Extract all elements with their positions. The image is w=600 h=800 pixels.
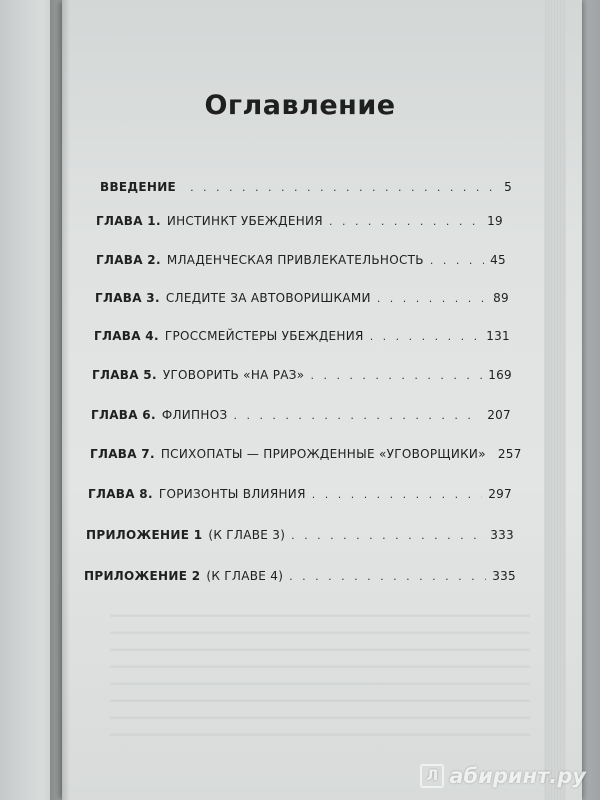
toc-entry-label: ГЛАВА 7. (90, 447, 155, 461)
toc-leader-dots (312, 488, 482, 501)
toc-entry-title: (К ГЛАВЕ 4) (206, 569, 284, 583)
labirint-watermark (420, 764, 586, 788)
toc-entry-page: 19 (487, 214, 503, 228)
toc-entry-page: 297 (488, 487, 512, 501)
toc-entry-title: ГРОССМЕЙСТЕРЫ УБЕЖДЕНИЯ (164, 329, 364, 343)
toc-entry-label: ГЛАВА 6. (91, 408, 156, 422)
toc-entry-page: 333 (490, 528, 514, 542)
toc-entry (86, 528, 514, 542)
toc-entry (91, 408, 511, 422)
toc-entry-page: 131 (486, 329, 510, 343)
toc-entry-label: ПРИЛОЖЕНИЕ 2 (84, 569, 201, 583)
toc-entry (96, 214, 503, 228)
toc-leader-dots (291, 529, 484, 542)
toc-entry (88, 487, 512, 501)
toc-leader-dots (370, 330, 481, 343)
toc-entry (100, 180, 512, 194)
toc-leader-dots (190, 181, 498, 194)
toc-entry-page: 335 (492, 569, 516, 583)
toc-entry-page: 207 (487, 408, 511, 422)
toc-entry-page: 169 (488, 368, 512, 382)
toc-entry (84, 569, 516, 583)
toc-entry-page: 5 (504, 180, 512, 194)
page-title-text: Оглавление (204, 90, 396, 121)
toc-entry-title: ГОРИЗОНТЫ ВЛИЯНИЯ (158, 487, 306, 501)
toc-entry-title: (К ГЛАВЕ 3) (208, 528, 286, 542)
toc-entry-label: ВВЕДЕНИЕ (100, 180, 177, 194)
toc-entry-page: 45 (490, 253, 506, 267)
toc-leader-dots (289, 570, 486, 583)
toc-entry-label: ГЛАВА 5. (92, 368, 157, 382)
toc-entry-title: УГОВОРИТЬ «НА РАЗ» (162, 368, 305, 382)
toc-entry (90, 447, 522, 461)
toc-entry (95, 291, 509, 305)
toc-leader-dots (430, 254, 484, 267)
toc-entry-label: ГЛАВА 1. (96, 214, 161, 228)
toc-entry-label: ГЛАВА 8. (88, 487, 153, 501)
toc-entry-label: ГЛАВА 3. (95, 291, 160, 305)
toc-entry-label: ГЛАВА 2. (96, 253, 161, 267)
toc-entry-title: МЛАДЕНЧЕСКАЯ ПРИВЛЕКАТЕЛЬНОСТЬ (166, 253, 424, 267)
toc-entry (94, 329, 510, 343)
toc-entry-title: ИНСТИНКТ УБЕЖДЕНИЯ (166, 214, 323, 228)
toc-entry-page: 257 (497, 447, 522, 461)
toc-entry (92, 368, 512, 382)
labirint-logo-icon: Л (420, 764, 444, 788)
toc-leader-dots (329, 215, 481, 228)
toc-entry-title: ПСИХОПАТЫ — ПРИРОЖДЕННЫЕ «УГОВОРЩИКИ» (160, 447, 486, 461)
toc-leader-dots (310, 369, 482, 382)
toc-entry (96, 253, 506, 267)
toc-entry-title: СЛЕДИТЕ ЗА АВТОВОРИШКАМИ (165, 291, 371, 305)
toc-entry-label: ПРИЛОЖЕНИЕ 1 (86, 528, 203, 542)
toc-entry-title: ФЛИПНОЗ (161, 408, 228, 422)
toc-entry-label: ГЛАВА 4. (94, 329, 159, 343)
watermark-text: абиринт.ру (449, 764, 586, 788)
toc-entry-page: 89 (493, 291, 509, 305)
toc-leader-dots (377, 292, 487, 305)
toc-leader-dots (233, 409, 481, 422)
